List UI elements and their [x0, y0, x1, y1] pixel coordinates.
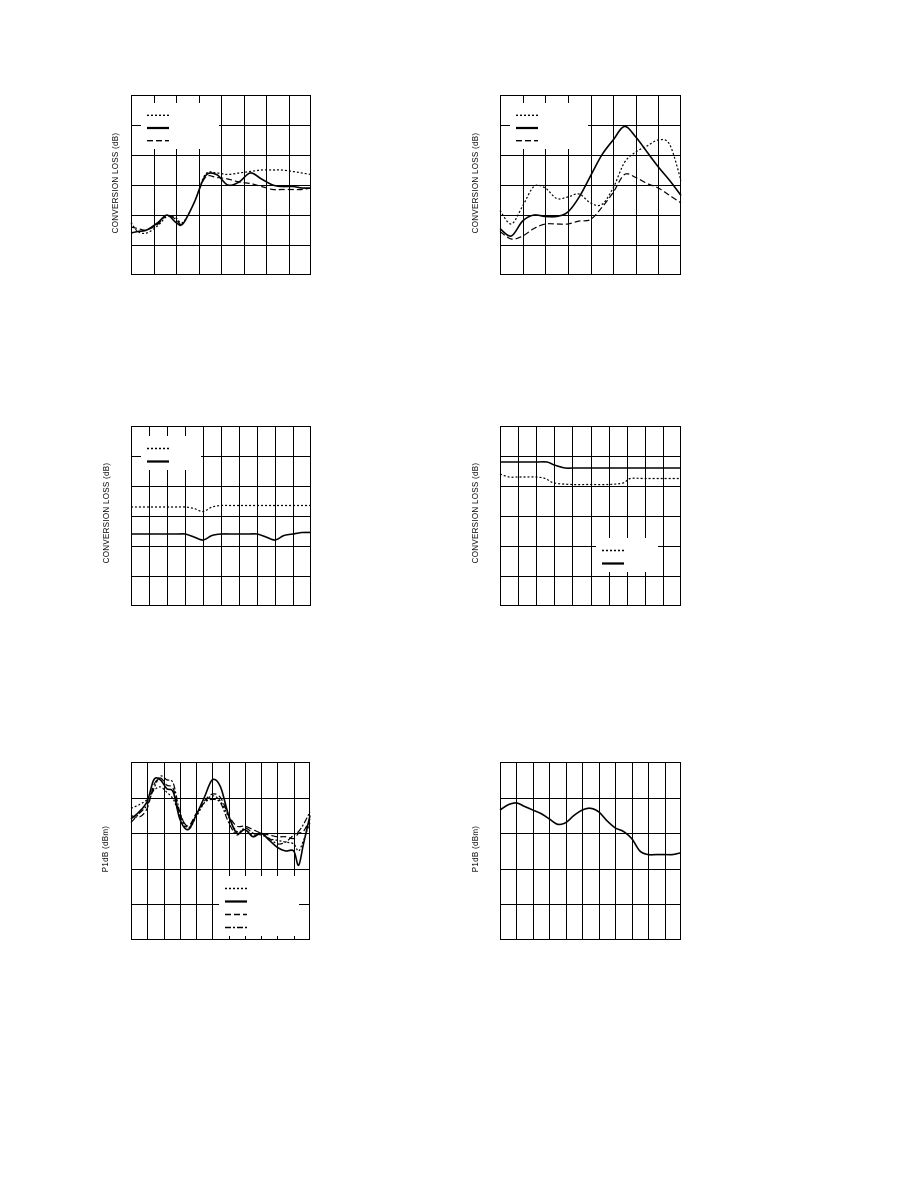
- plot-area: [500, 762, 681, 940]
- series-line-solid: [500, 803, 681, 855]
- y-axis-label: CONVERSION LOSS (dB): [471, 132, 480, 234]
- plot-area: [131, 762, 310, 940]
- series-line-dashed: [500, 174, 681, 239]
- plot-area: [500, 426, 681, 606]
- y-axis-label: P1dB (dBm): [101, 825, 110, 873]
- series-line-solid: [500, 462, 681, 468]
- legend: [596, 538, 658, 572]
- grid: [500, 762, 681, 940]
- y-axis-label: CONVERSION LOSS (dB): [102, 462, 111, 564]
- plot-area: [131, 95, 311, 275]
- chart-svg: [131, 762, 310, 940]
- chart-svg: [500, 95, 681, 275]
- chart-svg: [500, 762, 681, 940]
- legend: [141, 436, 201, 470]
- series-line-solid: [131, 778, 310, 865]
- series-line-dotted: [500, 474, 681, 485]
- legend: [510, 103, 588, 149]
- plot-area: [500, 95, 681, 275]
- grid: [500, 426, 681, 606]
- series-line-dotted: [500, 140, 681, 225]
- y-axis-label: CONVERSION LOSS (dB): [471, 462, 480, 564]
- plot-area: [131, 426, 311, 606]
- legend: [219, 876, 299, 936]
- legend-box: [510, 103, 588, 149]
- plot-border: [501, 763, 681, 940]
- y-axis-label: CONVERSION LOSS (dB): [111, 132, 120, 234]
- legend: [141, 103, 219, 149]
- legend-box: [141, 436, 201, 470]
- chart-svg: [131, 95, 311, 275]
- y-axis-label: P1dB (dBm): [471, 825, 480, 873]
- series-line-dotted: [131, 787, 310, 851]
- chart-svg: [500, 426, 681, 606]
- legend-box: [596, 538, 658, 572]
- chart-svg: [131, 426, 311, 606]
- legend-box: [141, 103, 219, 149]
